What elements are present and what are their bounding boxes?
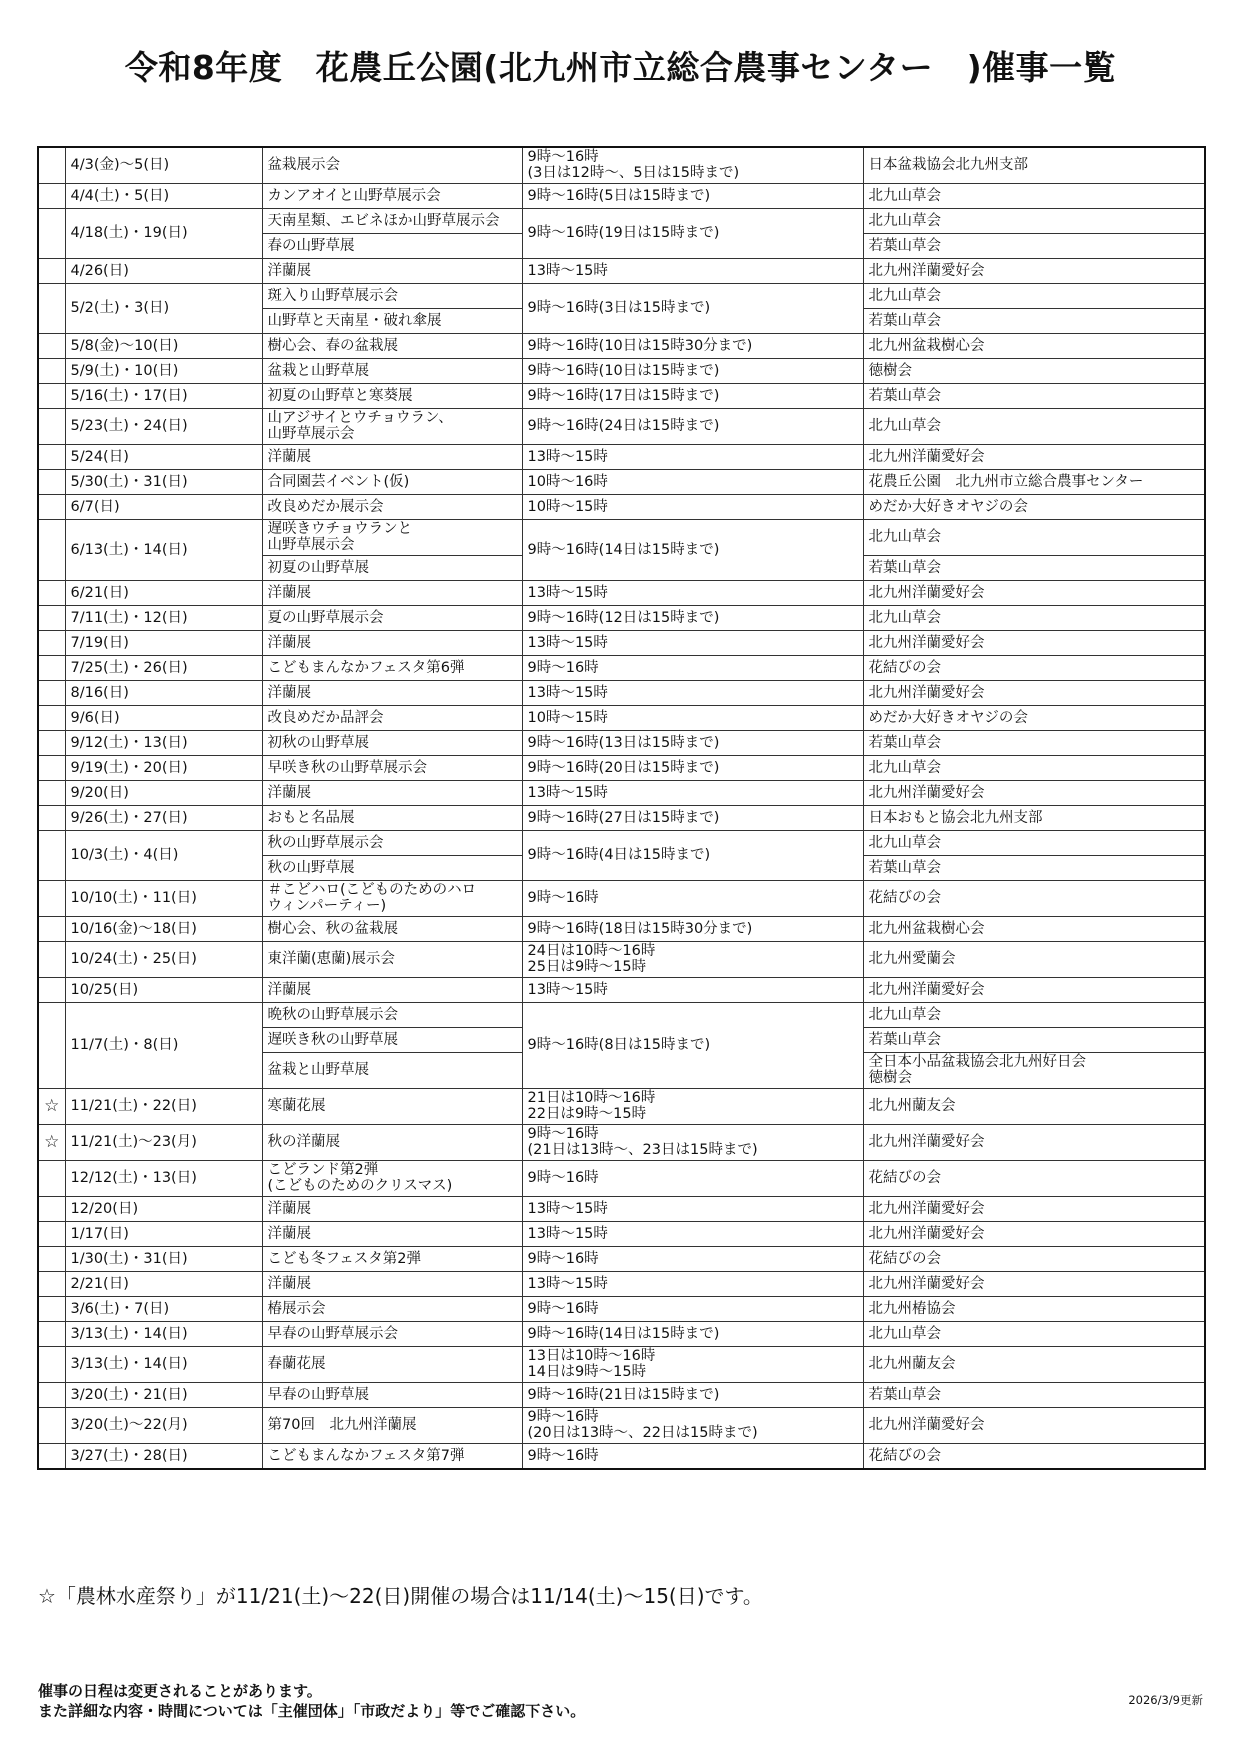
mark-cell bbox=[38, 408, 65, 444]
mark-cell bbox=[38, 1346, 65, 1382]
event-cell: ＃こどハロ(こどものためのハロ ウィンパーティー) bbox=[262, 880, 522, 916]
date-cell: 9/20(日) bbox=[65, 780, 262, 805]
organizer-cell: 若葉山草会 bbox=[863, 308, 1205, 333]
organizer-cell: 北九山草会 bbox=[863, 605, 1205, 630]
time-cell: 13時～15時 bbox=[522, 1271, 863, 1296]
organizer-cell: 北九州洋蘭愛好会 bbox=[863, 1124, 1205, 1160]
organizer-cell: 北九山草会 bbox=[863, 755, 1205, 780]
time-cell: 9時～16時(17日は15時まで) bbox=[522, 383, 863, 408]
date-cell: 5/30(土)・31(日) bbox=[65, 469, 262, 494]
time-cell: 13時～15時 bbox=[522, 1221, 863, 1246]
table-row bbox=[38, 1124, 1205, 1160]
date-cell: 5/9(土)・10(日) bbox=[65, 358, 262, 383]
table-row bbox=[38, 655, 1205, 680]
organizer-cell: 北九州洋蘭愛好会 bbox=[863, 1407, 1205, 1443]
mark-cell: ☆ bbox=[38, 1088, 65, 1124]
mark-cell bbox=[38, 1196, 65, 1221]
event-cell: 寒蘭花展 bbox=[262, 1088, 522, 1124]
date-cell: 5/24(日) bbox=[65, 444, 262, 469]
table-row bbox=[38, 1002, 1205, 1027]
organizer-cell: めだか大好きオヤジの会 bbox=[863, 705, 1205, 730]
time-cell: 21日は10時～16時 22日は9時～15時 bbox=[522, 1088, 863, 1124]
organizer-cell: 北九州洋蘭愛好会 bbox=[863, 444, 1205, 469]
table-row bbox=[38, 605, 1205, 630]
time-cell: 9時～16時 (3日は12時～、5日は15時まで) bbox=[522, 147, 863, 183]
table-row bbox=[38, 830, 1205, 855]
event-cell: 晩秋の山野草展示会 bbox=[262, 1002, 522, 1027]
mark-cell bbox=[38, 358, 65, 383]
event-cell: 洋蘭展 bbox=[262, 1196, 522, 1221]
table-row bbox=[38, 1160, 1205, 1196]
event-cell: 洋蘭展 bbox=[262, 780, 522, 805]
event-cell: 洋蘭展 bbox=[262, 258, 522, 283]
mark-cell bbox=[38, 1296, 65, 1321]
table-row bbox=[38, 444, 1205, 469]
event-cell: 斑入り山野草展示会 bbox=[262, 283, 522, 308]
date-cell: 6/13(土)・14(日) bbox=[65, 519, 262, 580]
date-cell: 2/21(日) bbox=[65, 1271, 262, 1296]
time-cell: 13時～15時 bbox=[522, 977, 863, 1002]
organizer-cell: 若葉山草会 bbox=[863, 383, 1205, 408]
date-cell: 11/21(土)・22(日) bbox=[65, 1088, 262, 1124]
event-cell: 初秋の山野草展 bbox=[262, 730, 522, 755]
event-cell: 盆栽展示会 bbox=[262, 147, 522, 183]
time-cell: 9時～16時(18日は15時30分まで) bbox=[522, 916, 863, 941]
event-cell: 樹心会、春の盆栽展 bbox=[262, 333, 522, 358]
mark-cell bbox=[38, 941, 65, 977]
time-cell: 9時～16時(24日は15時まで) bbox=[522, 408, 863, 444]
organizer-cell: 花結びの会 bbox=[863, 1246, 1205, 1271]
festival-note: ☆「農林水産祭り」が11/21(土)～22(日)開催の場合は11/14(土)～15(日)です。 bbox=[38, 1584, 763, 1608]
date-cell: 3/6(土)・7(日) bbox=[65, 1296, 262, 1321]
table-row bbox=[38, 580, 1205, 605]
mark-cell bbox=[38, 916, 65, 941]
time-cell: 9時～16時(13日は15時まで) bbox=[522, 730, 863, 755]
event-cell: 洋蘭展 bbox=[262, 1271, 522, 1296]
table-row bbox=[38, 755, 1205, 780]
organizer-cell: 北九山草会 bbox=[863, 1002, 1205, 1027]
event-cell: カンアオイと山野草展示会 bbox=[262, 183, 522, 208]
mark-cell bbox=[38, 1407, 65, 1443]
date-cell: 3/20(土)～22(月) bbox=[65, 1407, 262, 1443]
mark-cell bbox=[38, 830, 65, 880]
date-cell: 4/4(土)・5(日) bbox=[65, 183, 262, 208]
time-cell: 9時～16時(20日は15時まで) bbox=[522, 755, 863, 780]
table-row bbox=[38, 519, 1205, 555]
date-cell: 10/3(土)・4(日) bbox=[65, 830, 262, 880]
date-cell: 6/7(日) bbox=[65, 494, 262, 519]
mark-cell bbox=[38, 333, 65, 358]
table-row bbox=[38, 1196, 1205, 1221]
event-cell: 春の山野草展 bbox=[262, 233, 522, 258]
time-cell: 9時～16時(3日は15時まで) bbox=[522, 283, 863, 333]
organizer-cell: 北九州洋蘭愛好会 bbox=[863, 580, 1205, 605]
table-row bbox=[38, 1443, 1205, 1469]
table-row bbox=[38, 183, 1205, 208]
table-row bbox=[38, 780, 1205, 805]
mark-cell bbox=[38, 1246, 65, 1271]
organizer-cell: 北九山草会 bbox=[863, 183, 1205, 208]
date-cell: 9/26(土)・27(日) bbox=[65, 805, 262, 830]
event-cell: 秋の山野草展 bbox=[262, 855, 522, 880]
time-cell: 9時～16時(14日は15時まで) bbox=[522, 1321, 863, 1346]
date-cell: 11/21(土)～23(月) bbox=[65, 1124, 262, 1160]
table-row bbox=[38, 494, 1205, 519]
table-row bbox=[38, 469, 1205, 494]
mark-cell bbox=[38, 1160, 65, 1196]
date-cell: 4/26(日) bbox=[65, 258, 262, 283]
table-row bbox=[38, 680, 1205, 705]
table-row bbox=[38, 283, 1205, 308]
date-cell: 3/27(土)・28(日) bbox=[65, 1443, 262, 1469]
organizer-cell: 北九州盆栽樹心会 bbox=[863, 916, 1205, 941]
time-cell: 9時～16時(12日は15時まで) bbox=[522, 605, 863, 630]
time-cell: 9時～16時 bbox=[522, 880, 863, 916]
time-cell: 9時～16時(10日は15時30分まで) bbox=[522, 333, 863, 358]
page-title: 令和8年度 花農丘公園(北九州市立総合農事センター )催事一覧 bbox=[124, 48, 1117, 87]
time-cell: 9時～16時(8日は15時まで) bbox=[522, 1002, 863, 1088]
event-cell: 早春の山野草展 bbox=[262, 1382, 522, 1407]
date-cell: 7/19(日) bbox=[65, 630, 262, 655]
mark-cell bbox=[38, 1382, 65, 1407]
table-row bbox=[38, 358, 1205, 383]
organizer-cell: 北九州洋蘭愛好会 bbox=[863, 1196, 1205, 1221]
date-cell: 7/25(土)・26(日) bbox=[65, 655, 262, 680]
organizer-cell: 全日本小品盆栽協会北九州好日会 徳樹会 bbox=[863, 1052, 1205, 1088]
table-row bbox=[38, 1382, 1205, 1407]
organizer-cell: 北九州盆栽樹心会 bbox=[863, 333, 1205, 358]
time-cell: 13時～15時 bbox=[522, 780, 863, 805]
event-cell: 遅咲きウチョウランと 山野草展示会 bbox=[262, 519, 522, 555]
table-row bbox=[38, 730, 1205, 755]
date-cell: 10/10(土)・11(日) bbox=[65, 880, 262, 916]
mark-cell bbox=[38, 655, 65, 680]
event-cell: 洋蘭展 bbox=[262, 444, 522, 469]
mark-cell bbox=[38, 705, 65, 730]
organizer-cell: 北九山草会 bbox=[863, 830, 1205, 855]
event-cell: 遅咲き秋の山野草展 bbox=[262, 1027, 522, 1052]
mark-cell bbox=[38, 805, 65, 830]
event-cell: 早春の山野草展示会 bbox=[262, 1321, 522, 1346]
time-cell: 9時～16時(19日は15時まで) bbox=[522, 208, 863, 258]
organizer-cell: 北九州愛蘭会 bbox=[863, 941, 1205, 977]
time-cell: 10時～15時 bbox=[522, 494, 863, 519]
event-cell: 椿展示会 bbox=[262, 1296, 522, 1321]
organizer-cell: 若葉山草会 bbox=[863, 730, 1205, 755]
time-cell: 13時～15時 bbox=[522, 258, 863, 283]
event-cell: 洋蘭展 bbox=[262, 680, 522, 705]
date-cell: 8/16(日) bbox=[65, 680, 262, 705]
time-cell: 13時～15時 bbox=[522, 1196, 863, 1221]
date-cell: 12/20(日) bbox=[65, 1196, 262, 1221]
table-row bbox=[38, 408, 1205, 444]
date-cell: 6/21(日) bbox=[65, 580, 262, 605]
mark-cell bbox=[38, 208, 65, 258]
date-cell: 9/6(日) bbox=[65, 705, 262, 730]
organizer-cell: 花結びの会 bbox=[863, 1160, 1205, 1196]
mark-cell bbox=[38, 580, 65, 605]
time-cell: 9時～16時(27日は15時まで) bbox=[522, 805, 863, 830]
event-cell: 早咲き秋の山野草展示会 bbox=[262, 755, 522, 780]
table-row bbox=[38, 977, 1205, 1002]
table-row bbox=[38, 805, 1205, 830]
table-row bbox=[38, 383, 1205, 408]
table-row bbox=[38, 1321, 1205, 1346]
organizer-cell: 若葉山草会 bbox=[863, 1027, 1205, 1052]
time-cell: 13時～15時 bbox=[522, 444, 863, 469]
table-row bbox=[38, 1407, 1205, 1443]
time-cell: 13時～15時 bbox=[522, 680, 863, 705]
time-cell: 9時～16時(10日は15時まで) bbox=[522, 358, 863, 383]
organizer-cell: 花農丘公園 北九州市立総合農事センター bbox=[863, 469, 1205, 494]
organizer-cell: めだか大好きオヤジの会 bbox=[863, 494, 1205, 519]
mark-cell bbox=[38, 519, 65, 580]
organizer-cell: 北九州洋蘭愛好会 bbox=[863, 977, 1205, 1002]
time-cell: 9時～16時 bbox=[522, 655, 863, 680]
event-cell: 初夏の山野草と寒葵展 bbox=[262, 383, 522, 408]
event-cell: こどランド第2弾 (こどものためのクリスマス) bbox=[262, 1160, 522, 1196]
event-cell: 第70回 北九州洋蘭展 bbox=[262, 1407, 522, 1443]
time-cell: 9時～16時 bbox=[522, 1443, 863, 1469]
event-cell: 夏の山野草展示会 bbox=[262, 605, 522, 630]
organizer-cell: 北九州蘭友会 bbox=[863, 1346, 1205, 1382]
date-cell: 1/17(日) bbox=[65, 1221, 262, 1246]
event-cell: 改良めだか品評会 bbox=[262, 705, 522, 730]
organizer-cell: 若葉山草会 bbox=[863, 555, 1205, 580]
time-cell: 9時～16時(4日は15時まで) bbox=[522, 830, 863, 880]
mark-cell bbox=[38, 780, 65, 805]
date-cell: 12/12(土)・13(日) bbox=[65, 1160, 262, 1196]
event-cell: こどもまんなかフェスタ第7弾 bbox=[262, 1443, 522, 1469]
event-cell: 天南星類、エビネほか山野草展示会 bbox=[262, 208, 522, 233]
organizer-cell: 北九州洋蘭愛好会 bbox=[863, 630, 1205, 655]
mark-cell bbox=[38, 730, 65, 755]
mark-cell bbox=[38, 1271, 65, 1296]
mark-cell bbox=[38, 258, 65, 283]
mark-cell bbox=[38, 977, 65, 1002]
organizer-cell: 花結びの会 bbox=[863, 1443, 1205, 1469]
time-cell: 9時～16時 bbox=[522, 1160, 863, 1196]
organizer-cell: 北九州蘭友会 bbox=[863, 1088, 1205, 1124]
table-row bbox=[38, 147, 1205, 183]
date-cell: 5/8(金)～10(日) bbox=[65, 333, 262, 358]
organizer-cell: 北九州椿協会 bbox=[863, 1296, 1205, 1321]
organizer-cell: 北九州洋蘭愛好会 bbox=[863, 1221, 1205, 1246]
event-cell: 山野草と天南星・破れ傘展 bbox=[262, 308, 522, 333]
organizer-cell: 花結びの会 bbox=[863, 880, 1205, 916]
table-row bbox=[38, 1271, 1205, 1296]
mark-cell bbox=[38, 383, 65, 408]
time-cell: 13時～15時 bbox=[522, 580, 863, 605]
date-cell: 3/20(土)・21(日) bbox=[65, 1382, 262, 1407]
table-row bbox=[38, 630, 1205, 655]
date-cell: 10/25(日) bbox=[65, 977, 262, 1002]
time-cell: 9時～16時 (21日は13時～、23日は15時まで) bbox=[522, 1124, 863, 1160]
table-row bbox=[38, 705, 1205, 730]
table-row bbox=[38, 916, 1205, 941]
table-row bbox=[38, 1088, 1205, 1124]
schedule-change-notice: 催事の日程は変更されることがあります。 bbox=[38, 1682, 322, 1700]
organizer-cell: 北九山草会 bbox=[863, 1321, 1205, 1346]
date-cell: 4/3(金)～5(日) bbox=[65, 147, 262, 183]
time-cell: 13時～15時 bbox=[522, 630, 863, 655]
table-row bbox=[38, 333, 1205, 358]
time-cell: 10時～16時 bbox=[522, 469, 863, 494]
organizer-cell: 日本おもと協会北九州支部 bbox=[863, 805, 1205, 830]
date-cell: 3/13(土)・14(日) bbox=[65, 1346, 262, 1382]
table-row bbox=[38, 1346, 1205, 1382]
mark-cell bbox=[38, 283, 65, 333]
organizer-cell: 徳樹会 bbox=[863, 358, 1205, 383]
time-cell: 9時～16時 (20日は13時～、22日は15時まで) bbox=[522, 1407, 863, 1443]
event-cell: 盆栽と山野草展 bbox=[262, 1052, 522, 1088]
date-cell: 11/7(土)・8(日) bbox=[65, 1002, 262, 1088]
event-cell: 初夏の山野草展 bbox=[262, 555, 522, 580]
time-cell: 9時～16時(21日は15時まで) bbox=[522, 1382, 863, 1407]
event-cell: こどもまんなかフェスタ第6弾 bbox=[262, 655, 522, 680]
mark-cell bbox=[38, 755, 65, 780]
mark-cell bbox=[38, 1443, 65, 1469]
date-cell: 3/13(土)・14(日) bbox=[65, 1321, 262, 1346]
table-row bbox=[38, 1221, 1205, 1246]
event-cell: 改良めだか展示会 bbox=[262, 494, 522, 519]
organizer-cell: 北九山草会 bbox=[863, 283, 1205, 308]
mark-cell: ☆ bbox=[38, 1124, 65, 1160]
mark-cell bbox=[38, 630, 65, 655]
organizer-cell: 北九州洋蘭愛好会 bbox=[863, 780, 1205, 805]
mark-cell bbox=[38, 680, 65, 705]
date-cell: 9/19(土)・20(日) bbox=[65, 755, 262, 780]
event-cell: こども冬フェスタ第2弾 bbox=[262, 1246, 522, 1271]
updated-date: 2026/3/9更新 bbox=[1128, 1693, 1203, 1707]
mark-cell bbox=[38, 494, 65, 519]
mark-cell bbox=[38, 605, 65, 630]
event-cell: おもと名品展 bbox=[262, 805, 522, 830]
details-contact-notice: また詳細な内容・時間については「主催団体」「市政だより」等でご確認下さい。 bbox=[38, 1702, 586, 1720]
organizer-cell: 若葉山草会 bbox=[863, 855, 1205, 880]
mark-cell bbox=[38, 469, 65, 494]
event-cell: 秋の洋蘭展 bbox=[262, 1124, 522, 1160]
table-row bbox=[38, 941, 1205, 977]
organizer-cell: 日本盆栽協会北九州支部 bbox=[863, 147, 1205, 183]
organizer-cell: 北九山草会 bbox=[863, 408, 1205, 444]
organizer-cell: 北九山草会 bbox=[863, 208, 1205, 233]
event-cell: 洋蘭展 bbox=[262, 1221, 522, 1246]
event-cell: 東洋蘭(恵蘭)展示会 bbox=[262, 941, 522, 977]
date-cell: 10/24(土)・25(日) bbox=[65, 941, 262, 977]
table-row bbox=[38, 208, 1205, 233]
time-cell: 24日は10時～16時 25日は9時～15時 bbox=[522, 941, 863, 977]
mark-cell bbox=[38, 147, 65, 183]
table-row bbox=[38, 1246, 1205, 1271]
time-cell: 9時～16時(14日は15時まで) bbox=[522, 519, 863, 580]
time-cell: 9時～16時 bbox=[522, 1246, 863, 1271]
mark-cell bbox=[38, 444, 65, 469]
time-cell: 9時～16時(5日は15時まで) bbox=[522, 183, 863, 208]
mark-cell bbox=[38, 880, 65, 916]
event-cell: 合同園芸イベント(仮) bbox=[262, 469, 522, 494]
mark-cell bbox=[38, 1321, 65, 1346]
mark-cell bbox=[38, 1002, 65, 1088]
event-cell: 洋蘭展 bbox=[262, 977, 522, 1002]
event-cell: 秋の山野草展示会 bbox=[262, 830, 522, 855]
date-cell: 10/16(金)～18(日) bbox=[65, 916, 262, 941]
event-cell: 春蘭花展 bbox=[262, 1346, 522, 1382]
organizer-cell: 若葉山草会 bbox=[863, 1382, 1205, 1407]
time-cell: 13日は10時～16時 14日は9時～15時 bbox=[522, 1346, 863, 1382]
event-cell: 洋蘭展 bbox=[262, 630, 522, 655]
event-cell: 樹心会、秋の盆栽展 bbox=[262, 916, 522, 941]
date-cell: 5/23(土)・24(日) bbox=[65, 408, 262, 444]
date-cell: 5/16(土)・17(日) bbox=[65, 383, 262, 408]
table-row bbox=[38, 258, 1205, 283]
event-table bbox=[37, 146, 1206, 1470]
mark-cell bbox=[38, 1221, 65, 1246]
table-row bbox=[38, 880, 1205, 916]
table-row bbox=[38, 1296, 1205, 1321]
time-cell: 9時～16時 bbox=[522, 1296, 863, 1321]
time-cell: 10時～15時 bbox=[522, 705, 863, 730]
organizer-cell: 北九山草会 bbox=[863, 519, 1205, 555]
organizer-cell: 花結びの会 bbox=[863, 655, 1205, 680]
date-cell: 1/30(土)・31(日) bbox=[65, 1246, 262, 1271]
date-cell: 7/11(土)・12(日) bbox=[65, 605, 262, 630]
organizer-cell: 若葉山草会 bbox=[863, 233, 1205, 258]
event-cell: 山アジサイとウチョウラン、 山野草展示会 bbox=[262, 408, 522, 444]
event-cell: 洋蘭展 bbox=[262, 580, 522, 605]
organizer-cell: 北九州洋蘭愛好会 bbox=[863, 258, 1205, 283]
date-cell: 9/12(土)・13(日) bbox=[65, 730, 262, 755]
organizer-cell: 北九州洋蘭愛好会 bbox=[863, 1271, 1205, 1296]
event-cell: 盆栽と山野草展 bbox=[262, 358, 522, 383]
mark-cell bbox=[38, 183, 65, 208]
organizer-cell: 北九州洋蘭愛好会 bbox=[863, 680, 1205, 705]
date-cell: 4/18(土)・19(日) bbox=[65, 208, 262, 258]
date-cell: 5/2(土)・3(日) bbox=[65, 283, 262, 333]
